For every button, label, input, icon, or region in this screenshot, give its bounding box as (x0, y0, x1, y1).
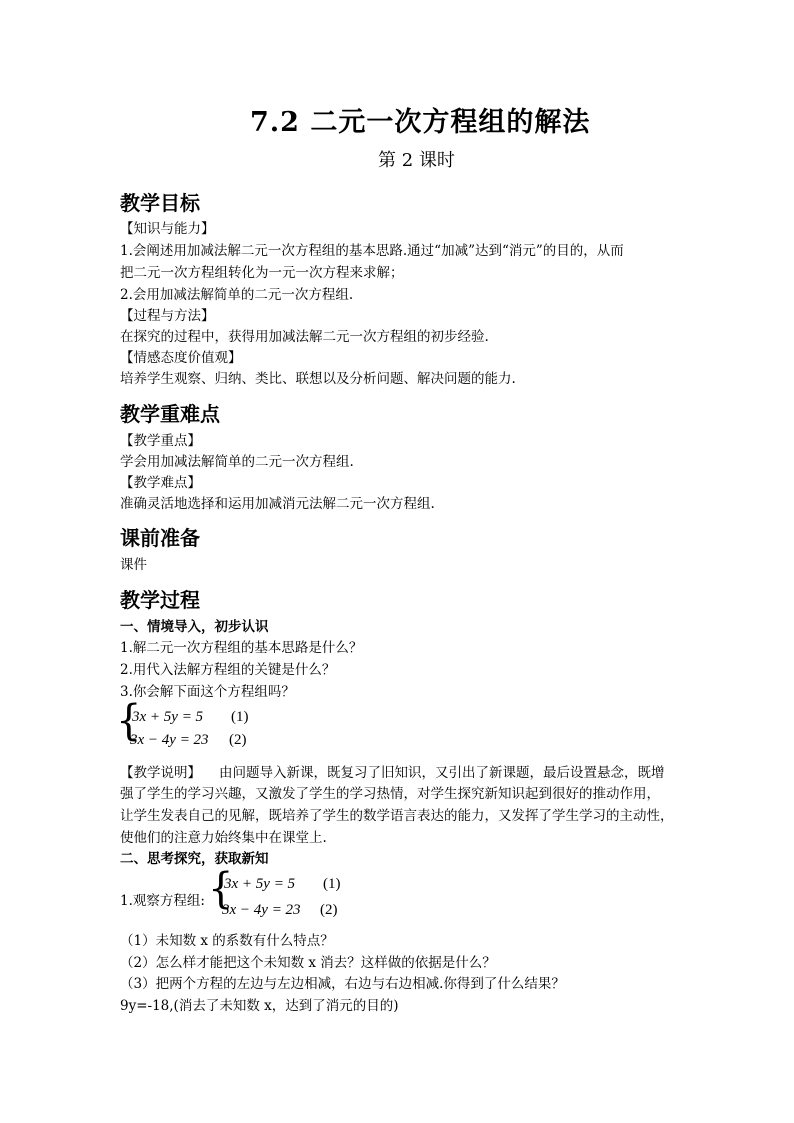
teaching-note-text: 由问题导入新课，既复习了旧知识，又引出了新课题，最后设置悬念，既增 (219, 765, 665, 781)
equation-brace-2: { (208, 864, 234, 914)
equation-2: 3x − 4y = 23 (130, 732, 209, 748)
page-title: 7.2 二元一次方程组的解法 (250, 107, 591, 138)
knowledge-label: 【知识与能力】 (120, 221, 215, 237)
observe-equation-1-number: (1) (323, 876, 341, 892)
equation-1: 3x + 5y = 5 (132, 709, 204, 725)
focus-label: 【教学重点】 (120, 433, 201, 449)
question-3: 3.你会解下面这个方程组吗？ (120, 684, 295, 700)
teaching-note-line-1 (120, 764, 665, 782)
observe-equation-2-number: (2) (320, 902, 338, 918)
observe-label: 1.观察方程组: (120, 893, 205, 909)
knowledge-item-1b: 把二元一次方程组转化为一元一次方程来求解； (120, 265, 404, 281)
heading-prep: 课前准备 (120, 526, 200, 550)
knowledge-item-1a: 1.会阐述用加减法解二元一次方程组的基本思路.通过“加减”达到“消元”的目的，从而 (120, 243, 624, 259)
knowledge-item-2: 2.会用加减法解简单的二元一次方程组. (120, 287, 354, 303)
observe-equation-2: 3x − 4y = 23 (222, 902, 301, 918)
difficulty-label: 【教学难点】 (120, 475, 201, 491)
focus-text: 学会用加减法解简单的二元一次方程组. (120, 454, 354, 470)
teaching-note-line-3: 让学生发表自己的见解，既培养了学生的数学语言表达的能力，又发挥了学生学习的主动性， (120, 808, 674, 824)
equation-2-number: (2) (229, 732, 247, 748)
equation-1-number: (1) (231, 709, 249, 725)
prep-text: 课件 (120, 557, 147, 573)
heading-objectives: 教学目标 (120, 191, 200, 215)
equation-brace: { (116, 696, 142, 746)
part2-title: 二、思考探究，获取新知 (120, 851, 269, 867)
part1-title: 一、情境导入，初步认识 (120, 619, 269, 635)
attitude-label: 【情感态度价值观】 (120, 350, 242, 366)
question-1: 1.解二元一次方程组的基本思路是什么？ (120, 640, 363, 656)
process-method-label: 【过程与方法】 (120, 308, 215, 324)
attitude-text: 培养学生观察、归纳、类比、联想以及分析问题、解决问题的能力. (120, 371, 516, 387)
teaching-note-line-4: 使他们的注意力始终集中在课堂上. (120, 830, 327, 846)
heading-process: 教学过程 (120, 588, 200, 612)
result-text: 9y=-18,(消去了未知数 x，达到了消元的目的) (120, 998, 399, 1014)
sub-question-1: （1）未知数 x 的系数有什么特点？ (120, 933, 334, 949)
teaching-note-label: 【教学说明】 (120, 765, 201, 781)
observe-equation-1: 3x + 5y = 5 (224, 876, 296, 892)
page-subtitle: 第 2 课时 (378, 150, 455, 171)
sub-question-2: （2）怎么样才能把这个未知数 x 消去？这样做的依据是什么？ (120, 955, 496, 971)
sub-question-3: （3）把两个方程的左边与左边相减，右边与右边相减.你得到了什么结果？ (120, 976, 565, 992)
process-method-text: 在探究的过程中，获得用加减法解二元一次方程组的初步经验. (120, 329, 489, 345)
heading-keypoints: 教学重难点 (120, 402, 220, 426)
question-2: 2.用代入法解方程组的关键是什么？ (120, 662, 336, 678)
teaching-note-line-2: 强了学生的学习兴趣，又激发了学生的学习热情，对学生探究新知识起到很好的推动作用， (120, 786, 660, 802)
difficulty-text: 准确灵活地选择和运用加减消元法解二元一次方程组. (120, 496, 435, 512)
